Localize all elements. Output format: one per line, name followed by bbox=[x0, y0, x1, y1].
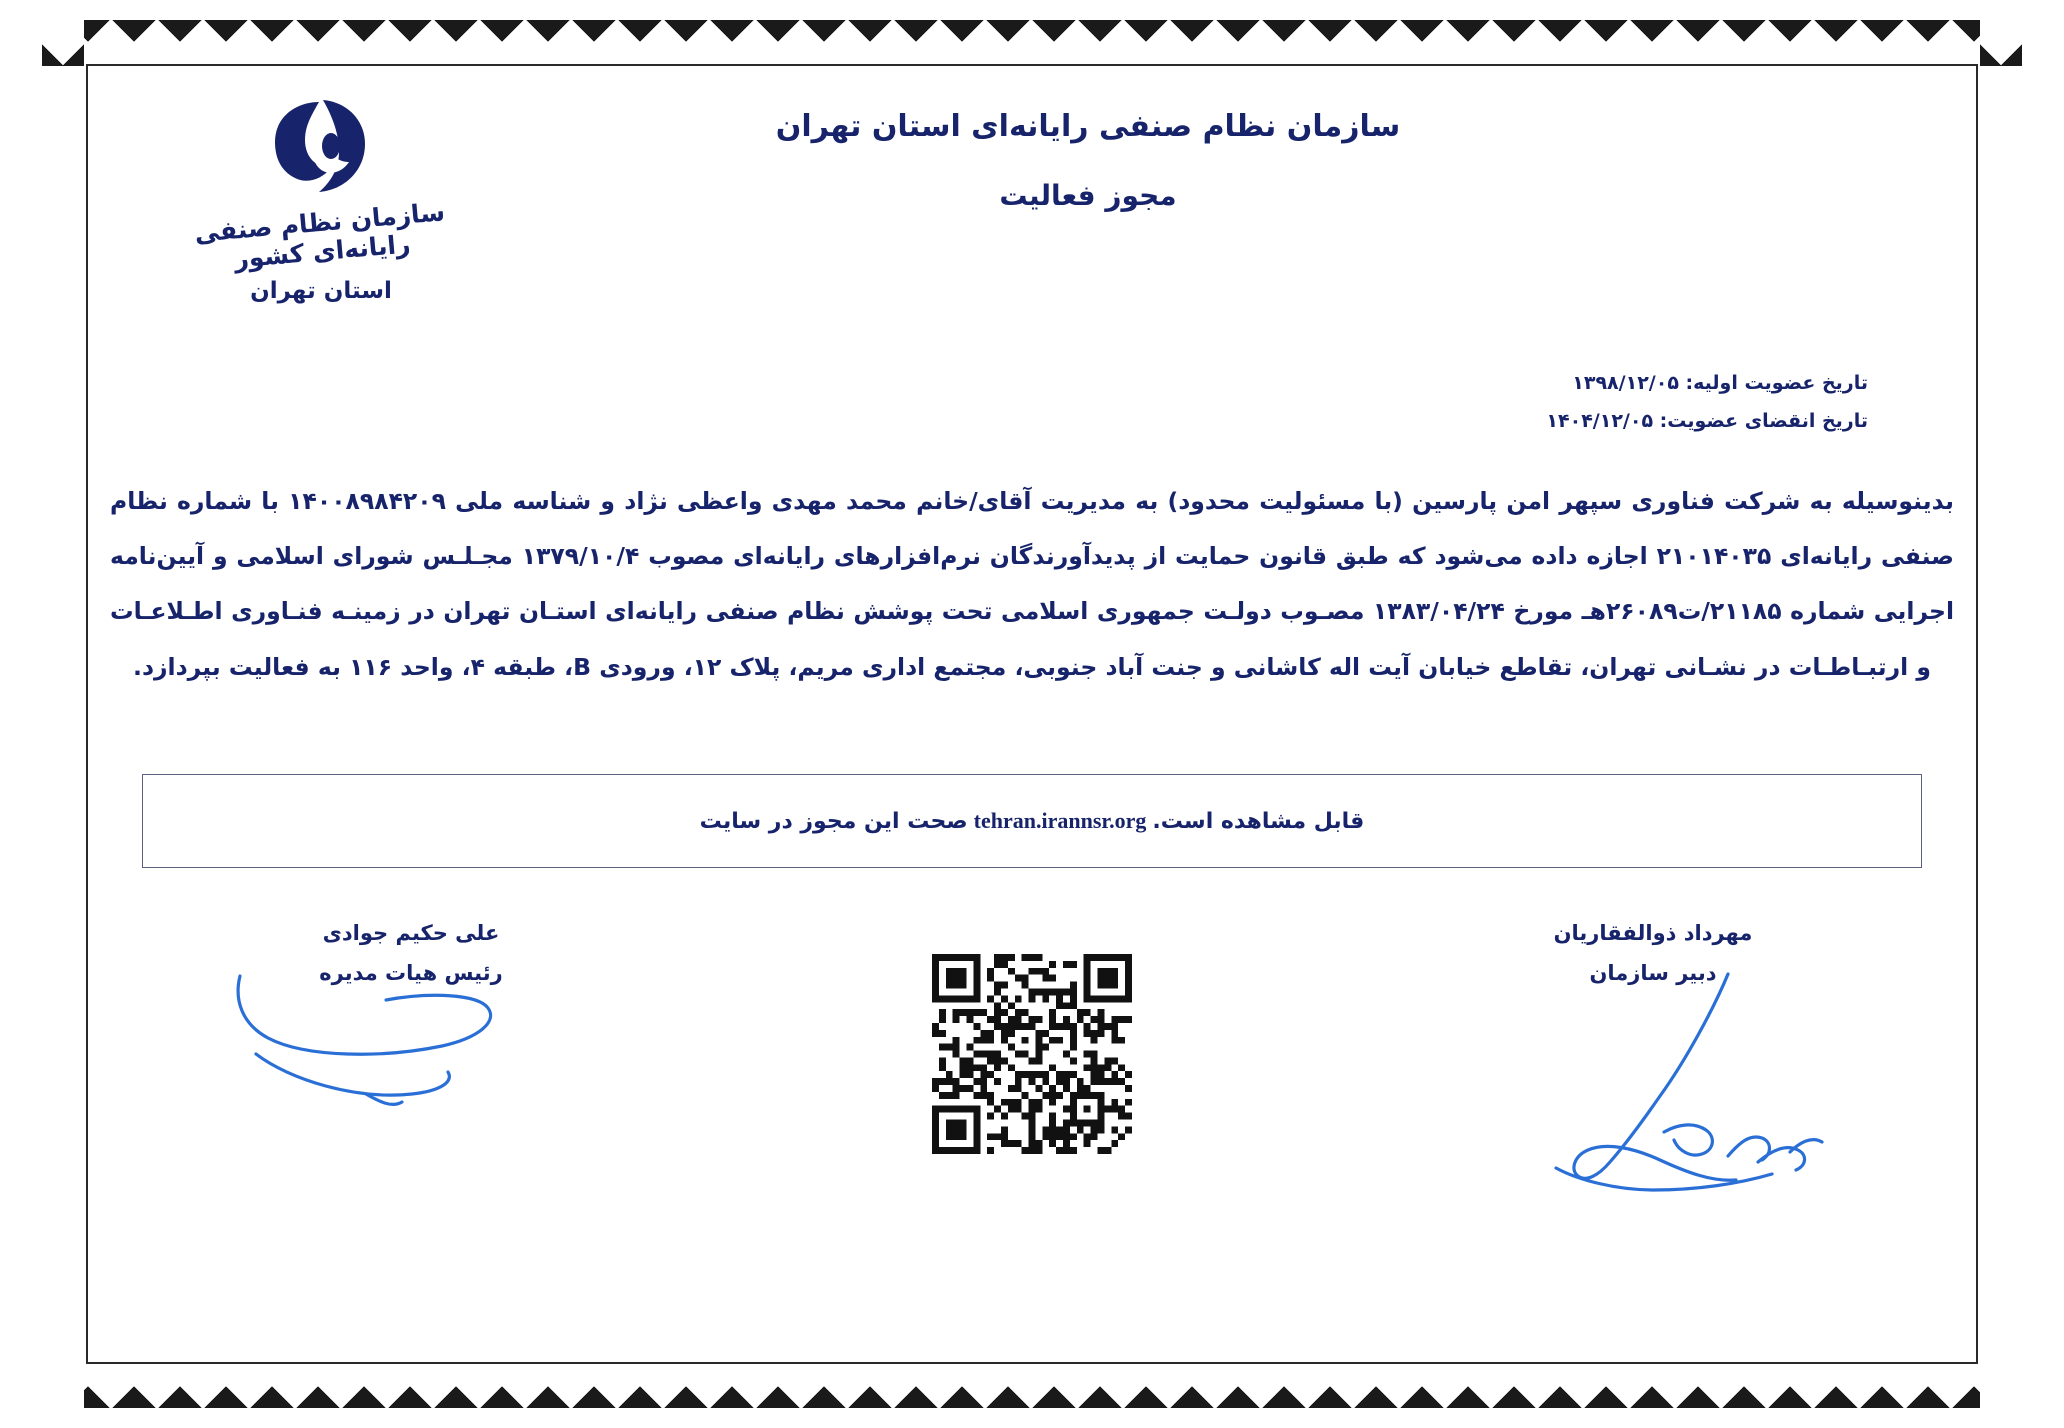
membership-dates bbox=[1546, 364, 1868, 440]
logo-province: استان تهران bbox=[250, 278, 392, 304]
qr-code-image bbox=[932, 954, 1132, 1154]
qr-code[interactable] bbox=[932, 954, 1132, 1154]
signature-name-chairman: علی حکیم جوادی bbox=[322, 921, 500, 945]
certificate-content bbox=[96, 74, 1968, 1354]
certificate-header bbox=[638, 104, 1538, 212]
border-zigzag-left bbox=[42, 20, 84, 1408]
verification-url[interactable]: tehran.irannsr.org bbox=[973, 808, 1147, 833]
signature-name-secretary: مهرداد ذوالفقاریان bbox=[1553, 921, 1753, 945]
signature-block-secretary bbox=[1488, 914, 1818, 994]
border-zigzag-top bbox=[42, 20, 2022, 62]
verification-suffix: قابل مشاهده است. bbox=[1152, 808, 1365, 834]
nasr-flame-logo-icon bbox=[261, 96, 381, 204]
verification-box bbox=[142, 774, 1922, 868]
verification-prefix: صحت این مجوز در سایت bbox=[699, 808, 968, 834]
organization-title: سازمان نظام صنفی رایانه‌ای استان تهران bbox=[775, 109, 1401, 144]
organization-logo bbox=[156, 96, 486, 304]
logo-wordmark: سازمان نظام صنفی رایانه‌ای کشور bbox=[193, 197, 447, 274]
signature-block-chairman bbox=[246, 914, 576, 994]
document-title: مجوز فعالیت bbox=[999, 179, 1177, 212]
border-zigzag-right bbox=[1980, 20, 2022, 1408]
expiry-membership-date: تاریخ انقضای عضویت: ۱۴۰۴/۱۲/۰۵ bbox=[1546, 410, 1868, 432]
signature-role-chairman: رئیس هیات مدیره bbox=[319, 960, 503, 985]
signature-role-secretary: دبیر سازمان bbox=[1589, 960, 1717, 985]
border-zigzag-bottom bbox=[42, 1366, 2022, 1408]
initial-membership-date: تاریخ عضویت اولیه: ۱۳۹۸/۱۲/۰۵ bbox=[1572, 372, 1868, 394]
certificate-body-text: بدینوسیله به شرکت فناوری سپهر امن پارسین (با مسئولیت محدود) به مدیریت آقای/خانم محمد مهدی واعظی نژاد و شناسه ملی ۱۴۰۰۸۹۸۴۲۰۹ با شماره نظام صنفی رایانه‌ای ۲۱۰۱۴۰۳۵ اجازه داده می‌شود که طبق قانون حمایت از پدیدآورندگان نرم‌افزارهای رایانه‌ای مصوب ۱۳۷۹/۱۰/۴ مجـلـس شورای اسلامی و آیین‌نامه اجرایی شماره ۲۱۱۸۵/ت۲۶۰۸۹هـ مورخ ۱۳۸۳/۰۴/۲۴ مصـوب دولـت جمهوری اسلامی تحت پوشش نظام صنفی رایانه‌ای استـان تهران در زمینـه فنـاوری اطـلاعـات و ارتبـاطـات در نشـانی تهران، تقاطع خیابان آیت اله کاشانی و جنت آباد جنوبی، مجتمع اداری مریم، پلاک ۱۲، ورودی B، طبقه ۴، واحد ۱۱۶ به فعالیت بپردازد. bbox=[110, 487, 1955, 681]
